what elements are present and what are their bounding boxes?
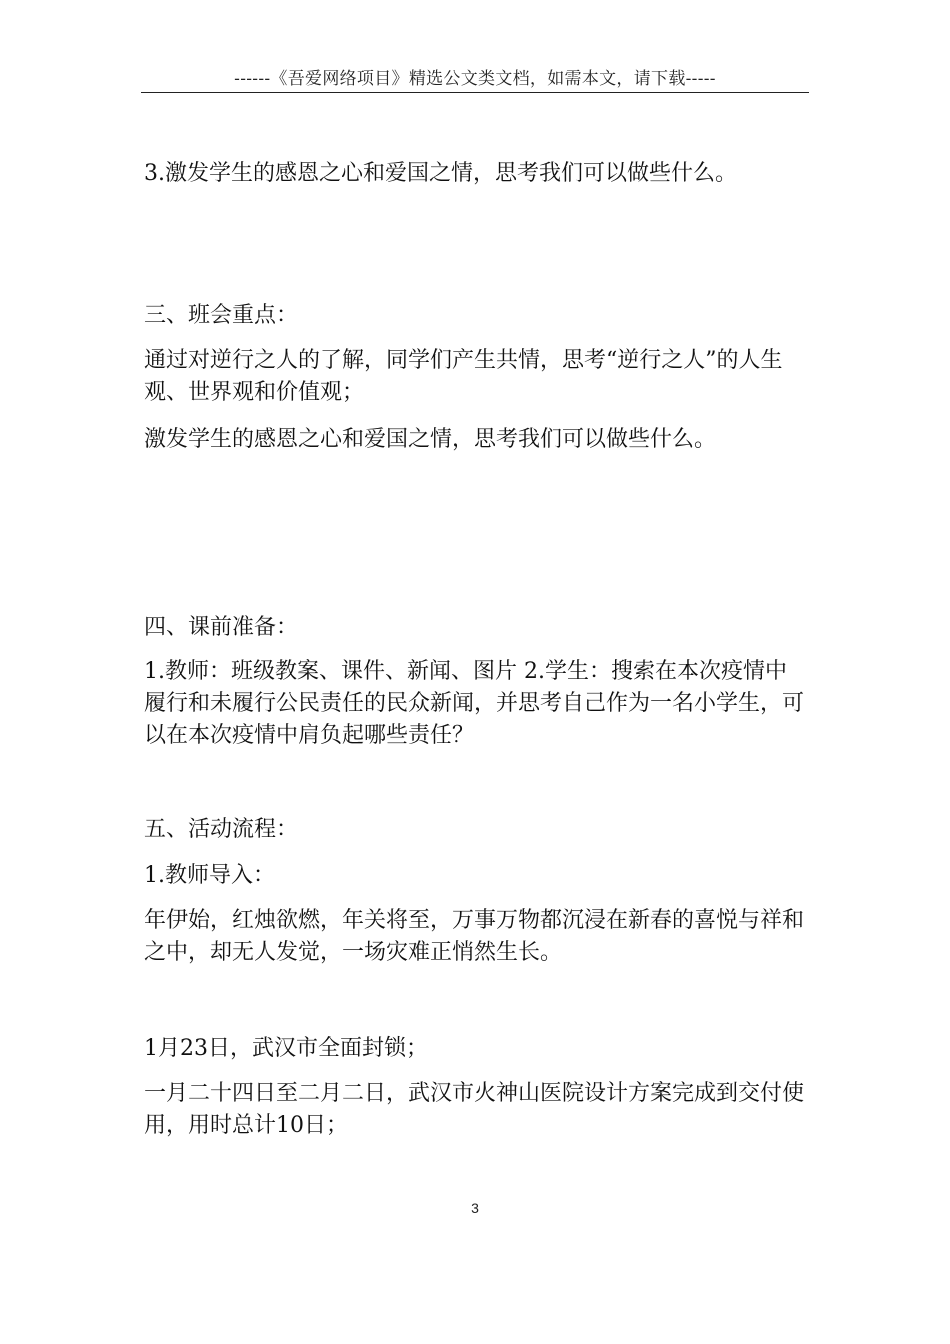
section-heading-preparation: 四、课前准备： [144, 615, 299, 640]
teacher-intro-heading: 1.教师导入： [144, 863, 275, 888]
objective-3: 3.激发学生的感恩之心和爱国之情，思考我们可以做些什么。 [144, 161, 737, 186]
timeline-item-2: 一月二十四日至二月二日，武汉市火神山医院设计方案完成到交付使用，用时总计10日； [144, 1081, 805, 1138]
section-heading-activity-flow: 五、活动流程： [144, 817, 299, 842]
key-point-paragraph-2: 激发学生的感恩之心和爱国之情，思考我们可以做些什么。 [144, 427, 717, 452]
intro-paragraph: 年伊始，红烛欲燃，年关将至，万事万物都沉浸在新春的喜悦与祥和之中，却无人发觉，一场灾难正悄然生长。 [144, 908, 805, 965]
preparation-paragraph: 1.教师：班级教案、课件、新闻、图片 2.学生：搜索在本次疫情中履行和未履行公民责任的民众新闻，并思考自己作为一名小学生，可以在本次疫情中肩负起哪些责任？ [144, 659, 805, 748]
header-divider [141, 92, 809, 93]
key-point-paragraph-1: 通过对逆行之人的了解，同学们产生共情，思考“逆行之人”的人生观、世界观和价值观； [144, 348, 783, 405]
section-heading-key-points: 三、班会重点： [144, 303, 299, 328]
page-header: ------《吾爱网络项目》精选公文类文档，如需本文，请下载----- [234, 69, 716, 89]
timeline-item-1: 1月23日，武汉市全面封锁； [144, 1036, 428, 1061]
page-number: 3 [471, 1200, 479, 1216]
